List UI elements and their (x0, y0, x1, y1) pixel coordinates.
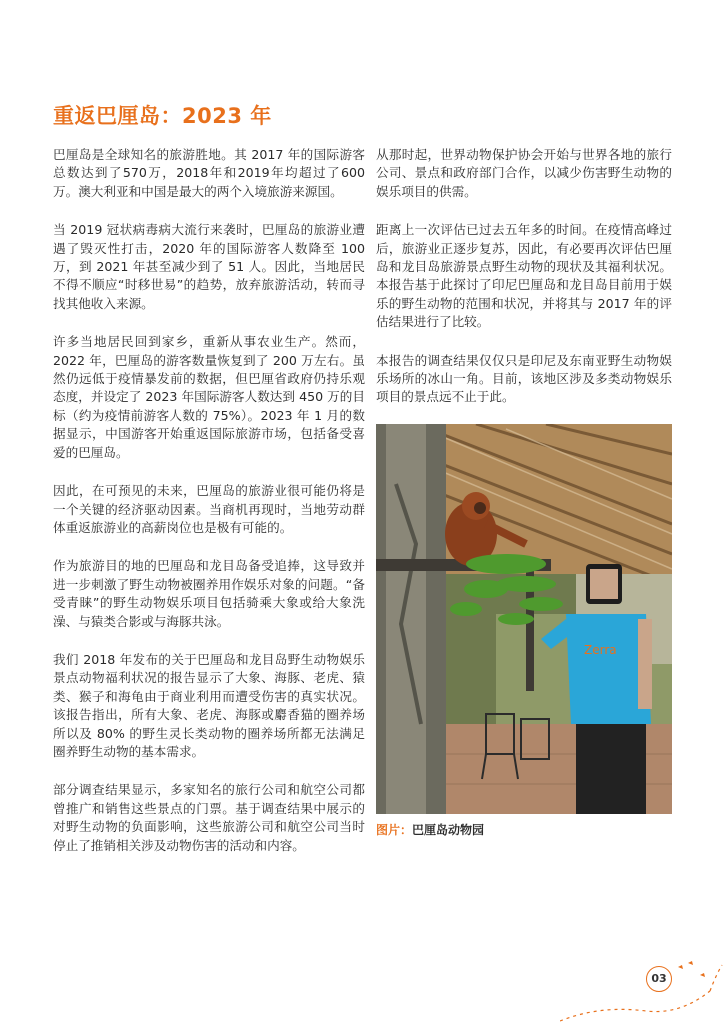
caption-text: 巴厘岛动物园 (412, 823, 485, 837)
photo-caption (376, 821, 484, 838)
paragraph: 作为旅游目的地的巴厘岛和龙目岛备受追捧，这导致并进一步刺激了野生动物被圈养用作娱乐对象的问题。“备受青睐”的野生动物娱乐项目包括骑乘大象或给大象洗澡、与猿类合影或与海豚共泳。 (53, 558, 365, 629)
paragraph: 因此，在可预见的未来，巴厘岛的旅游业很可能仍将是一个关键的经济驱动因素。当商机再现时，当地劳动群体重返旅游业的高薪岗位也是极有可能的。 (53, 483, 365, 535)
paragraph: 巴厘岛是全球知名的旅游胜地。其 2017 年的国际游客总数达到了570万，2018年和2019年均超过了600万。澳大利亚和中国是最大的两个入境旅游来源国。 (53, 147, 365, 199)
paragraph: 许多当地居民回到家乡，重新从事农业生产。然而，2022 年，巴厘岛的游客数量恢复到了 200 万左右。虽然仍远低于疫情暴发前的数据，但巴厘省政府仍持乐观态度，并设定了 2023 年国际游客人数达到 450 万的目标（约为疫情前游客人数的 75%）。2023 年 1 月的数据显示，中国游客开始重返国际旅游市场，包括备受喜爱的巴厘岛。 (53, 334, 365, 460)
footprint-trail-icon (560, 955, 724, 1024)
paragraph: 距离上一次评估已过去五年多的时间。在疫情高峰过后，旅游业正逐步复苏，因此，有必要再次评估巴厘岛和龙目岛旅游景点野生动物的现状及其福利状况。本报告基于此探讨了印尼巴厘岛和龙目岛目前用于娱乐的野生动物的范围和状况，并将其与 2017 年的评估结果进行了比较。 (376, 222, 672, 330)
paragraph: 本报告的调查结果仅仅只是印尼及东南亚野生动物娱乐场所的冰山一角。目前，该地区涉及多类动物娱乐项目的景点远不止于此。 (376, 352, 672, 405)
page-title: 重返巴厘岛：2023 年 (53, 104, 272, 128)
zoo-photo-illustration (376, 424, 672, 814)
zoo-photo (376, 424, 672, 814)
shirt-print-text: Zerra (584, 643, 617, 657)
page-number: 03 (646, 966, 672, 992)
right-column (376, 146, 672, 427)
paragraph: 我们 2018 年发布的关于巴厘岛和龙目岛野生动物娱乐景点动物福利状况的报告显示了大象、海豚、老虎、猿类、猴子和海龟由于商业利用而遭受伤害的真实状况。该报告指出，所有大象、老虎、海豚或麝香猫的圈养场所以及 80% 的野生灵长类动物的圈养场所都无法满足圈养野生动物的基本需求。 (53, 651, 365, 759)
caption-label: 图片： (376, 823, 413, 837)
left-column (53, 146, 365, 875)
paragraph: 部分调查结果显示，多家知名的旅行公司和航空公司都曾推广和销售这些景点的门票。基于调查结果中展示的对野生动物的负面影响，这些旅游公司和航空公司当时停止了推销相关涉及动物伤害的活动和内容。 (53, 782, 365, 853)
paragraph: 当 2019 冠状病毒病大流行来袭时，巴厘岛的旅游业遭遇了毁灭性打击，2020 年的国际游客人数降至 100 万，到 2021 年甚至减少到了 51 人。因此，当地居民不得不顺应“时移世易”的趋势，放弃旅游活动，转而寻找其他收入来源。 (53, 222, 365, 311)
paragraph: 从那时起，世界动物保护协会开始与世界各地的旅行公司、景点和政府部门合作，以减少伤害野生动物的娱乐项目的供需。 (376, 147, 672, 199)
